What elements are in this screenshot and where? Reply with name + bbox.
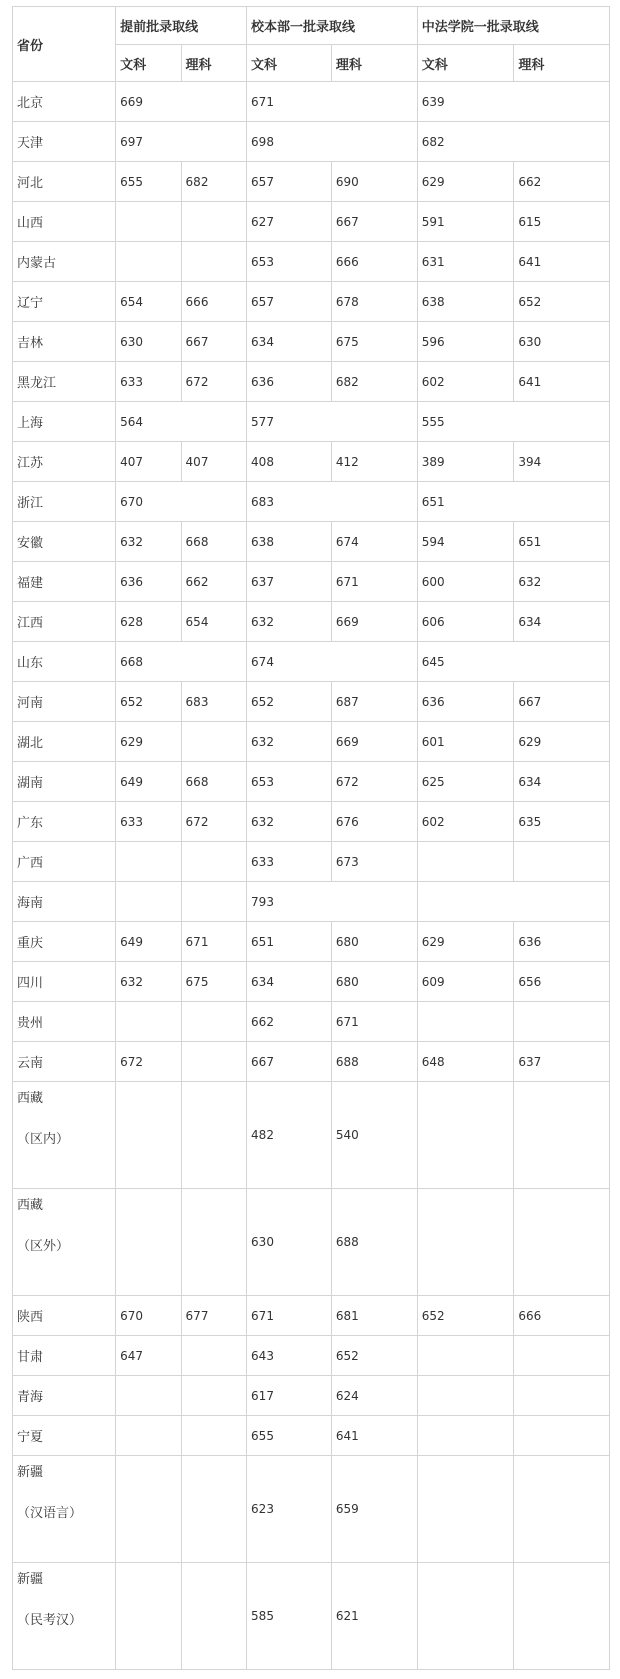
score-cell: 651 xyxy=(247,922,332,962)
score-cell: 629 xyxy=(116,722,181,762)
province-cell xyxy=(13,1563,116,1670)
table-row xyxy=(13,482,610,522)
header-group-main-campus: 校本部一批录取线 xyxy=(247,7,418,45)
score-cell: 678 xyxy=(331,282,417,322)
score-cell: 585 xyxy=(247,1563,332,1670)
score-cell xyxy=(417,1376,514,1416)
score-cell xyxy=(417,1563,514,1670)
score-cell: 655 xyxy=(247,1416,332,1456)
header-subject-science: 理科 xyxy=(331,45,417,82)
province-name: 河南 xyxy=(17,696,44,711)
score-cell xyxy=(181,202,247,242)
score-cell: 657 xyxy=(247,282,332,322)
province-name: 内蒙古 xyxy=(17,256,57,271)
province-cell xyxy=(13,762,116,802)
province-name: 新疆 xyxy=(17,1465,44,1480)
score-cell: 652 xyxy=(331,1336,417,1376)
score-cell: 634 xyxy=(514,762,610,802)
province-cell xyxy=(13,1002,116,1042)
score-cell: 637 xyxy=(514,1042,610,1082)
score-cell xyxy=(181,882,247,922)
score-cell: 662 xyxy=(247,1002,332,1042)
province-name: 西藏 xyxy=(17,1198,44,1213)
score-cell xyxy=(181,1082,247,1189)
province-cell xyxy=(13,1376,116,1416)
score-cell: 643 xyxy=(247,1336,332,1376)
score-cell: 634 xyxy=(247,322,332,362)
score-cell xyxy=(181,1042,247,1082)
score-cell: 630 xyxy=(247,1189,332,1296)
score-cell: 652 xyxy=(116,682,181,722)
score-cell: 629 xyxy=(514,722,610,762)
score-cell: 680 xyxy=(331,962,417,1002)
province-cell xyxy=(13,362,116,402)
score-cell: 652 xyxy=(417,1296,514,1336)
score-cell: 600 xyxy=(417,562,514,602)
province-name: 新疆 xyxy=(17,1572,44,1587)
score-cell: 674 xyxy=(247,642,418,682)
score-cell: 667 xyxy=(514,682,610,722)
header-subject-science: 理科 xyxy=(514,45,610,82)
province-cell xyxy=(13,1456,116,1563)
header-province: 省份 xyxy=(13,7,116,82)
province-cell xyxy=(13,962,116,1002)
score-cell xyxy=(417,1002,514,1042)
province-cell xyxy=(13,482,116,522)
header-subject-liberal-arts: 文科 xyxy=(247,45,332,82)
score-cell: 677 xyxy=(181,1296,247,1336)
score-cell: 633 xyxy=(116,362,181,402)
table-row xyxy=(13,122,610,162)
score-cell xyxy=(514,1416,610,1456)
score-cell: 793 xyxy=(247,882,418,922)
score-cell: 630 xyxy=(514,322,610,362)
score-cell: 602 xyxy=(417,362,514,402)
province-cell xyxy=(13,842,116,882)
score-cell xyxy=(181,1563,247,1670)
table-row xyxy=(13,1456,610,1563)
province-name: 江苏 xyxy=(17,456,44,471)
score-cell: 654 xyxy=(116,282,181,322)
score-cell: 635 xyxy=(514,802,610,842)
score-cell: 641 xyxy=(514,242,610,282)
province-name: 贵州 xyxy=(17,1016,44,1031)
table-row xyxy=(13,602,610,642)
score-cell: 668 xyxy=(181,762,247,802)
province-name: 广西 xyxy=(17,856,44,871)
province-cell xyxy=(13,1082,116,1189)
score-cell xyxy=(417,842,514,882)
score-cell: 408 xyxy=(247,442,332,482)
header-row-groups xyxy=(13,7,610,45)
header-subject-science: 理科 xyxy=(181,45,247,82)
score-cell: 628 xyxy=(116,602,181,642)
score-cell: 638 xyxy=(247,522,332,562)
score-cell: 591 xyxy=(417,202,514,242)
table-row xyxy=(13,802,610,842)
table-row xyxy=(13,1082,610,1189)
score-cell xyxy=(181,842,247,882)
province-name: 甘肃 xyxy=(17,1350,44,1365)
score-cell: 634 xyxy=(514,602,610,642)
score-cell: 667 xyxy=(247,1042,332,1082)
score-cell: 596 xyxy=(417,322,514,362)
score-cell xyxy=(181,242,247,282)
score-cell: 634 xyxy=(247,962,332,1002)
score-cell: 649 xyxy=(116,922,181,962)
province-cell xyxy=(13,242,116,282)
score-cell: 690 xyxy=(331,162,417,202)
score-cell: 630 xyxy=(116,322,181,362)
province-cell xyxy=(13,882,116,922)
score-cell xyxy=(116,1456,181,1563)
table-row xyxy=(13,402,610,442)
province-name: 广东 xyxy=(17,816,44,831)
province-cell xyxy=(13,322,116,362)
score-cell: 670 xyxy=(116,1296,181,1336)
province-name: 四川 xyxy=(17,976,44,991)
score-cell xyxy=(181,1376,247,1416)
province-cell xyxy=(13,202,116,242)
score-cell: 688 xyxy=(331,1042,417,1082)
score-cell xyxy=(514,1376,610,1416)
score-cell xyxy=(116,1002,181,1042)
score-cell: 651 xyxy=(417,482,609,522)
score-cell: 656 xyxy=(514,962,610,1002)
score-cell: 682 xyxy=(417,122,609,162)
province-cell xyxy=(13,682,116,722)
province-name: 河北 xyxy=(17,176,44,191)
score-cell: 633 xyxy=(247,842,332,882)
province-name: 山西 xyxy=(17,216,44,231)
score-cell: 670 xyxy=(116,482,247,522)
score-cell: 636 xyxy=(417,682,514,722)
score-cell: 682 xyxy=(331,362,417,402)
score-cell xyxy=(181,1002,247,1042)
score-cell: 683 xyxy=(181,682,247,722)
table-row xyxy=(13,1336,610,1376)
score-cell xyxy=(116,842,181,882)
score-cell: 637 xyxy=(247,562,332,602)
score-cell: 394 xyxy=(514,442,610,482)
province-cell xyxy=(13,162,116,202)
score-cell xyxy=(116,1189,181,1296)
score-cell: 651 xyxy=(514,522,610,562)
province-cell xyxy=(13,282,116,322)
score-cell: 674 xyxy=(331,522,417,562)
table-row xyxy=(13,1042,610,1082)
score-cell: 666 xyxy=(514,1296,610,1336)
score-cell xyxy=(514,1563,610,1670)
table-row xyxy=(13,362,610,402)
score-cell: 601 xyxy=(417,722,514,762)
province-cell xyxy=(13,122,116,162)
score-cell xyxy=(417,1082,514,1189)
table-row xyxy=(13,722,610,762)
province-name: 黑龙江 xyxy=(17,376,57,391)
score-cell: 682 xyxy=(181,162,247,202)
score-cell: 632 xyxy=(116,962,181,1002)
province-note: （区内） xyxy=(17,1132,70,1147)
score-cell: 655 xyxy=(116,162,181,202)
score-cell xyxy=(116,202,181,242)
province-cell xyxy=(13,1336,116,1376)
province-name: 安徽 xyxy=(17,536,44,551)
score-cell: 602 xyxy=(417,802,514,842)
table-row xyxy=(13,322,610,362)
score-cell: 631 xyxy=(417,242,514,282)
score-cell: 632 xyxy=(247,602,332,642)
province-cell xyxy=(13,922,116,962)
score-cell xyxy=(514,1336,610,1376)
score-cell: 676 xyxy=(331,802,417,842)
score-cell: 673 xyxy=(331,842,417,882)
score-cell xyxy=(181,1416,247,1456)
province-cell xyxy=(13,642,116,682)
score-cell: 632 xyxy=(247,722,332,762)
table-row xyxy=(13,882,610,922)
score-cell: 621 xyxy=(331,1563,417,1670)
score-cell: 577 xyxy=(247,402,418,442)
score-cell xyxy=(417,1336,514,1376)
province-note: （汉语言） xyxy=(17,1506,83,1521)
table-row xyxy=(13,202,610,242)
table-body xyxy=(13,7,610,1670)
score-cell xyxy=(417,1456,514,1563)
province-name: 宁夏 xyxy=(17,1430,44,1445)
score-cell xyxy=(181,1189,247,1296)
province-cell xyxy=(13,402,116,442)
score-cell xyxy=(417,1189,514,1296)
score-cell: 632 xyxy=(116,522,181,562)
province-cell xyxy=(13,602,116,642)
province-name: 海南 xyxy=(17,896,44,911)
score-cell xyxy=(417,882,609,922)
score-cell: 666 xyxy=(181,282,247,322)
score-cell: 648 xyxy=(417,1042,514,1082)
score-cell: 675 xyxy=(181,962,247,1002)
province-name: 上海 xyxy=(17,416,44,431)
score-cell: 617 xyxy=(247,1376,332,1416)
province-name: 青海 xyxy=(17,1390,44,1405)
province-name: 吉林 xyxy=(17,336,44,351)
score-cell: 667 xyxy=(331,202,417,242)
province-name: 江西 xyxy=(17,616,44,631)
score-cell xyxy=(181,1336,247,1376)
score-cell: 683 xyxy=(247,482,418,522)
score-cell xyxy=(116,1563,181,1670)
table-row xyxy=(13,522,610,562)
province-name: 陕西 xyxy=(17,1310,44,1325)
score-cell: 653 xyxy=(247,242,332,282)
score-cell: 540 xyxy=(331,1082,417,1189)
score-cell xyxy=(181,1456,247,1563)
province-name: 浙江 xyxy=(17,496,44,511)
score-cell xyxy=(514,842,610,882)
table-row xyxy=(13,922,610,962)
table-row xyxy=(13,1002,610,1042)
table-row xyxy=(13,1416,610,1456)
header-subject-liberal-arts: 文科 xyxy=(116,45,181,82)
score-cell: 625 xyxy=(417,762,514,802)
score-cell xyxy=(514,1456,610,1563)
score-cell: 672 xyxy=(116,1042,181,1082)
score-cell: 687 xyxy=(331,682,417,722)
header-subject-liberal-arts: 文科 xyxy=(417,45,514,82)
score-cell: 652 xyxy=(247,682,332,722)
score-cell: 672 xyxy=(181,802,247,842)
score-cell: 666 xyxy=(331,242,417,282)
score-cell: 688 xyxy=(331,1189,417,1296)
score-cell: 609 xyxy=(417,962,514,1002)
score-cell: 669 xyxy=(116,82,247,122)
province-name: 重庆 xyxy=(17,936,44,951)
header-group-sino-french: 中法学院一批录取线 xyxy=(417,7,609,45)
table-row xyxy=(13,282,610,322)
table-row xyxy=(13,242,610,282)
score-cell: 632 xyxy=(514,562,610,602)
province-note: （区外） xyxy=(17,1239,70,1254)
score-cell: 662 xyxy=(514,162,610,202)
province-name: 西藏 xyxy=(17,1091,44,1106)
score-cell: 629 xyxy=(417,922,514,962)
score-cell xyxy=(116,882,181,922)
score-cell: 633 xyxy=(116,802,181,842)
score-cell: 675 xyxy=(331,322,417,362)
score-cell xyxy=(514,1082,610,1189)
score-table-container xyxy=(12,6,610,1670)
score-cell: 671 xyxy=(247,1296,332,1336)
table-row xyxy=(13,762,610,802)
score-cell: 647 xyxy=(116,1336,181,1376)
score-cell xyxy=(116,1416,181,1456)
score-cell: 671 xyxy=(247,82,418,122)
score-cell: 672 xyxy=(181,362,247,402)
score-cell: 669 xyxy=(331,722,417,762)
table-row xyxy=(13,562,610,602)
score-cell: 667 xyxy=(181,322,247,362)
admission-score-table xyxy=(12,6,610,1670)
score-cell: 641 xyxy=(514,362,610,402)
score-cell xyxy=(514,1002,610,1042)
province-name: 辽宁 xyxy=(17,296,44,311)
score-cell: 636 xyxy=(247,362,332,402)
province-cell xyxy=(13,1042,116,1082)
score-cell: 669 xyxy=(331,602,417,642)
score-cell: 636 xyxy=(514,922,610,962)
province-name: 福建 xyxy=(17,576,44,591)
score-cell: 659 xyxy=(331,1456,417,1563)
table-row xyxy=(13,442,610,482)
score-cell: 636 xyxy=(116,562,181,602)
table-row xyxy=(13,1189,610,1296)
score-cell: 627 xyxy=(247,202,332,242)
score-cell: 668 xyxy=(181,522,247,562)
province-name: 湖南 xyxy=(17,776,44,791)
score-cell: 671 xyxy=(181,922,247,962)
score-cell: 606 xyxy=(417,602,514,642)
score-cell: 668 xyxy=(116,642,247,682)
province-cell xyxy=(13,1296,116,1336)
province-cell xyxy=(13,442,116,482)
score-cell: 412 xyxy=(331,442,417,482)
score-cell: 615 xyxy=(514,202,610,242)
score-cell: 657 xyxy=(247,162,332,202)
score-cell: 662 xyxy=(181,562,247,602)
table-row xyxy=(13,682,610,722)
score-cell: 698 xyxy=(247,122,418,162)
score-cell: 407 xyxy=(116,442,181,482)
score-cell: 652 xyxy=(514,282,610,322)
province-name: 湖北 xyxy=(17,736,44,751)
score-cell: 653 xyxy=(247,762,332,802)
score-cell: 672 xyxy=(331,762,417,802)
score-cell xyxy=(116,1082,181,1189)
province-cell xyxy=(13,82,116,122)
score-cell: 407 xyxy=(181,442,247,482)
score-cell xyxy=(116,242,181,282)
score-cell: 555 xyxy=(417,402,609,442)
score-cell: 680 xyxy=(331,922,417,962)
score-cell: 624 xyxy=(331,1376,417,1416)
province-cell xyxy=(13,722,116,762)
table-row xyxy=(13,82,610,122)
score-cell: 638 xyxy=(417,282,514,322)
score-cell: 671 xyxy=(331,1002,417,1042)
score-cell: 649 xyxy=(116,762,181,802)
score-cell xyxy=(181,722,247,762)
score-cell: 389 xyxy=(417,442,514,482)
score-cell: 681 xyxy=(331,1296,417,1336)
score-cell: 645 xyxy=(417,642,609,682)
province-cell xyxy=(13,1189,116,1296)
province-name: 北京 xyxy=(17,96,44,111)
score-cell: 623 xyxy=(247,1456,332,1563)
table-row xyxy=(13,962,610,1002)
score-cell: 641 xyxy=(331,1416,417,1456)
score-cell: 697 xyxy=(116,122,247,162)
province-cell xyxy=(13,1416,116,1456)
score-cell: 594 xyxy=(417,522,514,562)
province-cell xyxy=(13,802,116,842)
province-name: 天津 xyxy=(17,136,44,151)
score-cell: 654 xyxy=(181,602,247,642)
score-cell: 671 xyxy=(331,562,417,602)
score-cell xyxy=(116,1376,181,1416)
score-cell: 632 xyxy=(247,802,332,842)
table-row xyxy=(13,162,610,202)
province-cell xyxy=(13,522,116,562)
province-note: （民考汉） xyxy=(17,1613,83,1628)
score-cell: 639 xyxy=(417,82,609,122)
table-row xyxy=(13,1296,610,1336)
score-cell xyxy=(514,1189,610,1296)
table-row xyxy=(13,1376,610,1416)
score-cell: 629 xyxy=(417,162,514,202)
score-cell xyxy=(417,1416,514,1456)
table-row xyxy=(13,1563,610,1670)
province-name: 山东 xyxy=(17,656,44,671)
province-name: 云南 xyxy=(17,1056,44,1071)
header-group-early-batch: 提前批录取线 xyxy=(116,7,247,45)
table-row xyxy=(13,642,610,682)
score-cell: 564 xyxy=(116,402,247,442)
province-cell xyxy=(13,562,116,602)
score-cell: 482 xyxy=(247,1082,332,1189)
table-row xyxy=(13,842,610,882)
